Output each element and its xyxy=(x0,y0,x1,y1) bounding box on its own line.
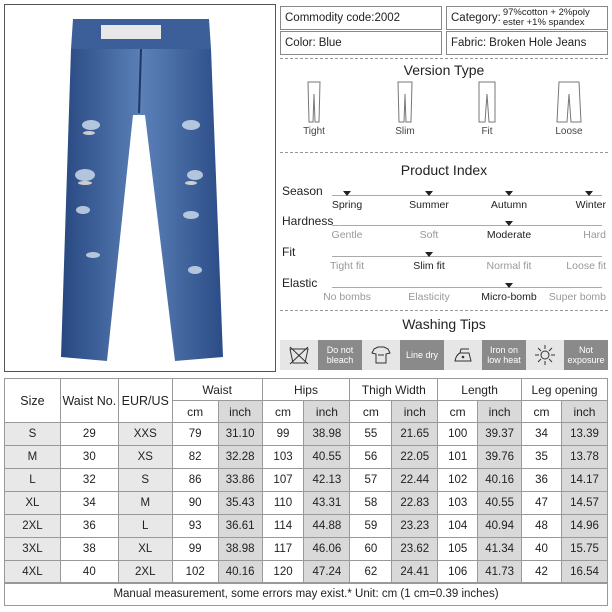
header-thigh-width: Thigh Width xyxy=(350,379,438,401)
divider xyxy=(280,310,608,311)
table-cell: 103 xyxy=(262,446,304,469)
index-option: Slim fit xyxy=(413,260,445,272)
slim-jeans-icon xyxy=(394,80,416,124)
table-cell: 60 xyxy=(350,538,392,561)
index-marker xyxy=(585,191,593,196)
header-waist-no: Waist No. xyxy=(60,379,118,423)
commodity-label: Commodity code: xyxy=(285,12,375,24)
table-cell: 93 xyxy=(172,515,218,538)
header-waist: Waist xyxy=(172,379,262,401)
divider xyxy=(280,58,608,59)
index-row-elastic xyxy=(280,276,608,306)
table-cell: 16.54 xyxy=(561,561,607,584)
table-cell: XL xyxy=(118,538,172,561)
table-cell: 3XL xyxy=(5,538,61,561)
index-row-hardness xyxy=(280,214,608,244)
shirt-icon xyxy=(362,340,400,370)
table-row xyxy=(5,446,608,469)
commodity-code xyxy=(280,6,442,30)
index-row-label: Season xyxy=(282,184,323,198)
table-cell: 31.10 xyxy=(218,423,262,446)
sun-icon xyxy=(526,340,564,370)
info-row-2 xyxy=(280,31,608,55)
table-cell: 102 xyxy=(172,561,218,584)
header-eur-us: EUR/US xyxy=(118,379,172,423)
fabric xyxy=(446,31,608,55)
table-cell: 40.55 xyxy=(304,446,350,469)
index-marker xyxy=(505,191,513,196)
color xyxy=(280,31,442,55)
table-cell: 43.31 xyxy=(304,492,350,515)
table-cell: 104 xyxy=(438,515,478,538)
table-cell: 107 xyxy=(262,469,304,492)
table-cell: 39.76 xyxy=(478,446,522,469)
table-cell: 79 xyxy=(172,423,218,446)
unit-header: inch xyxy=(304,401,350,423)
info-row-1 xyxy=(280,6,608,30)
table-cell: 120 xyxy=(262,561,304,584)
table-cell: 36 xyxy=(522,469,562,492)
index-marker xyxy=(505,221,513,226)
index-option: Tight fit xyxy=(329,260,365,272)
unit-header: inch xyxy=(478,401,522,423)
table-cell: 40.55 xyxy=(478,492,522,515)
category-label: Category: xyxy=(451,12,501,24)
index-scale-line xyxy=(332,225,602,226)
index-marker xyxy=(425,252,433,257)
table-cell: S xyxy=(118,469,172,492)
loose-jeans-icon xyxy=(556,80,582,124)
washing-tips xyxy=(280,340,608,370)
table-cell: 47.24 xyxy=(304,561,350,584)
tight-jeans-icon xyxy=(303,80,325,124)
table-cell: 42.13 xyxy=(304,469,350,492)
unit-header: cm xyxy=(438,401,478,423)
version-loose xyxy=(544,80,594,137)
version-label: Loose xyxy=(555,126,583,137)
version-slim xyxy=(380,80,430,137)
table-cell: 44.88 xyxy=(304,515,350,538)
unit-header: inch xyxy=(218,401,262,423)
table-cell: 117 xyxy=(262,538,304,561)
table-cell: 2XL xyxy=(118,561,172,584)
table-cell: 99 xyxy=(172,538,218,561)
table-cell: 32 xyxy=(60,469,118,492)
table-body xyxy=(5,423,608,584)
index-row-fit xyxy=(280,245,608,275)
product-index-title: Product Index xyxy=(400,162,488,178)
footer-note: Manual measurement, some errors may exist.* Unit: cm (1 cm=0.39 inches) xyxy=(4,582,608,606)
table-row xyxy=(5,423,608,446)
table-cell: 38.98 xyxy=(304,423,350,446)
table-cell: 22.05 xyxy=(392,446,438,469)
table-cell: 35 xyxy=(522,446,562,469)
unit-header: cm xyxy=(262,401,304,423)
table-cell: 41.73 xyxy=(478,561,522,584)
version-label: Tight xyxy=(303,126,325,137)
table-cell: 34 xyxy=(60,492,118,515)
index-option: Loose fit xyxy=(566,260,606,272)
version-tight xyxy=(289,80,339,137)
index-row-label: Elastic xyxy=(282,276,318,290)
table-cell: 13.78 xyxy=(561,446,607,469)
table-cell: 40.16 xyxy=(218,561,262,584)
table-cell: 57 xyxy=(350,469,392,492)
table-cell: 40 xyxy=(60,561,118,584)
index-marker xyxy=(505,283,513,288)
header-hips: Hips xyxy=(262,379,350,401)
table-cell: 59 xyxy=(350,515,392,538)
table-cell: 56 xyxy=(350,446,392,469)
table-cell: XS xyxy=(118,446,172,469)
index-option: No bombs xyxy=(323,291,371,303)
table-cell: 41.34 xyxy=(478,538,522,561)
table-row xyxy=(5,538,608,561)
wash-label: Line dry xyxy=(400,340,444,370)
index-option: Moderate xyxy=(486,229,532,241)
table-cell: 38 xyxy=(60,538,118,561)
size-table xyxy=(4,378,608,584)
table-cell: 24.41 xyxy=(392,561,438,584)
index-option: Autumn xyxy=(490,199,528,211)
table-cell: 82 xyxy=(172,446,218,469)
table-cell: 48 xyxy=(522,515,562,538)
table-cell: 39.37 xyxy=(478,423,522,446)
table-cell: 58 xyxy=(350,492,392,515)
table-cell: 114 xyxy=(262,515,304,538)
index-option: Elasticity xyxy=(408,291,450,303)
index-marker xyxy=(425,191,433,196)
table-cell: 100 xyxy=(438,423,478,446)
table-cell: 40.94 xyxy=(478,515,522,538)
table-cell: 62 xyxy=(350,561,392,584)
table-cell: 22.83 xyxy=(392,492,438,515)
table-cell: S xyxy=(5,423,61,446)
table-cell: XL xyxy=(5,492,61,515)
index-row-season xyxy=(280,184,608,214)
table-row xyxy=(5,469,608,492)
index-scale-line xyxy=(332,195,602,196)
table-cell: 34 xyxy=(522,423,562,446)
commodity-value: 2002 xyxy=(374,12,401,24)
fabric-value: Broken Hole Jeans xyxy=(489,37,587,49)
table-cell: 102 xyxy=(438,469,478,492)
table-cell: 103 xyxy=(438,492,478,515)
table-cell: 13.39 xyxy=(561,423,607,446)
index-option: Spring xyxy=(331,199,363,211)
table-cell: 110 xyxy=(262,492,304,515)
index-option: Normal fit xyxy=(486,260,532,272)
table-cell: XXS xyxy=(118,423,172,446)
category-value: 97%cotton + 2%poly ester +1% spandex xyxy=(502,7,590,28)
table-cell: M xyxy=(5,446,61,469)
table-cell: 86 xyxy=(172,469,218,492)
table-cell: 29 xyxy=(60,423,118,446)
table-row xyxy=(5,492,608,515)
index-marker xyxy=(343,191,351,196)
wash-label: Not exposure xyxy=(564,340,608,370)
table-cell: 33.86 xyxy=(218,469,262,492)
header-length: Length xyxy=(438,379,522,401)
wash-label: Iron on low heat xyxy=(482,340,526,370)
unit-header: cm xyxy=(522,401,562,423)
unit-header: inch xyxy=(561,401,607,423)
table-row xyxy=(5,561,608,584)
table-cell: 15.75 xyxy=(561,538,607,561)
jeans-image xyxy=(5,5,275,371)
table-cell: 32.28 xyxy=(218,446,262,469)
divider xyxy=(280,152,608,153)
table-cell: 47 xyxy=(522,492,562,515)
table-cell: 4XL xyxy=(5,561,61,584)
version-fit xyxy=(462,80,512,137)
index-scale-line xyxy=(332,287,602,288)
table-cell: L xyxy=(5,469,61,492)
product-photo xyxy=(4,4,276,372)
table-cell: 42 xyxy=(522,561,562,584)
table-cell: 36.61 xyxy=(218,515,262,538)
wash-label: Do not bleach xyxy=(318,340,362,370)
table-cell: 40 xyxy=(522,538,562,561)
version-label: Fit xyxy=(481,126,493,137)
header-leg-opening: Leg opening xyxy=(522,379,608,401)
version-label: Slim xyxy=(395,126,415,137)
index-option: Hard xyxy=(583,229,606,241)
color-label: Color: xyxy=(285,37,316,49)
table-cell: L xyxy=(118,515,172,538)
table-cell: M xyxy=(118,492,172,515)
index-row-label: Hardness xyxy=(282,214,334,228)
table-cell: 14.57 xyxy=(561,492,607,515)
header-size: Size xyxy=(5,379,61,423)
table-cell: 23.62 xyxy=(392,538,438,561)
unit-header: cm xyxy=(172,401,218,423)
table-cell: 30 xyxy=(60,446,118,469)
table-row xyxy=(5,515,608,538)
index-option: Gentle xyxy=(331,229,363,241)
table-cell: 21.65 xyxy=(392,423,438,446)
iron-icon xyxy=(444,340,482,370)
washing-title: Washing Tips xyxy=(402,316,486,332)
table-cell: 14.96 xyxy=(561,515,607,538)
index-row-label: Fit xyxy=(282,245,296,259)
table-cell: 23.23 xyxy=(392,515,438,538)
no-wash-icon xyxy=(280,340,318,370)
table-cell: 36 xyxy=(60,515,118,538)
index-option: Soft xyxy=(419,229,439,241)
index-option: Winter xyxy=(575,199,606,211)
table-cell: 35.43 xyxy=(218,492,262,515)
table-cell: 2XL xyxy=(5,515,61,538)
table-cell: 101 xyxy=(438,446,478,469)
unit-header: inch xyxy=(392,401,438,423)
index-option: Super bomb xyxy=(548,291,606,303)
color-value: Blue xyxy=(318,37,342,49)
table-cell: 40.16 xyxy=(478,469,522,492)
unit-header: cm xyxy=(350,401,392,423)
category xyxy=(446,6,608,30)
index-option: Summer xyxy=(409,199,449,211)
table-cell: 14.17 xyxy=(561,469,607,492)
table-cell: 22.44 xyxy=(392,469,438,492)
table-cell: 38.98 xyxy=(218,538,262,561)
index-scale-line xyxy=(332,256,602,257)
table-cell: 106 xyxy=(438,561,478,584)
fabric-label: Fabric: xyxy=(451,37,487,49)
table-cell: 55 xyxy=(350,423,392,446)
table-cell: 90 xyxy=(172,492,218,515)
table-cell: 46.06 xyxy=(304,538,350,561)
version-title: Version Type xyxy=(403,62,485,78)
fit-jeans-icon xyxy=(476,80,498,124)
table-cell: 99 xyxy=(262,423,304,446)
table-cell: 105 xyxy=(438,538,478,561)
index-option: Micro-bomb xyxy=(481,291,537,303)
